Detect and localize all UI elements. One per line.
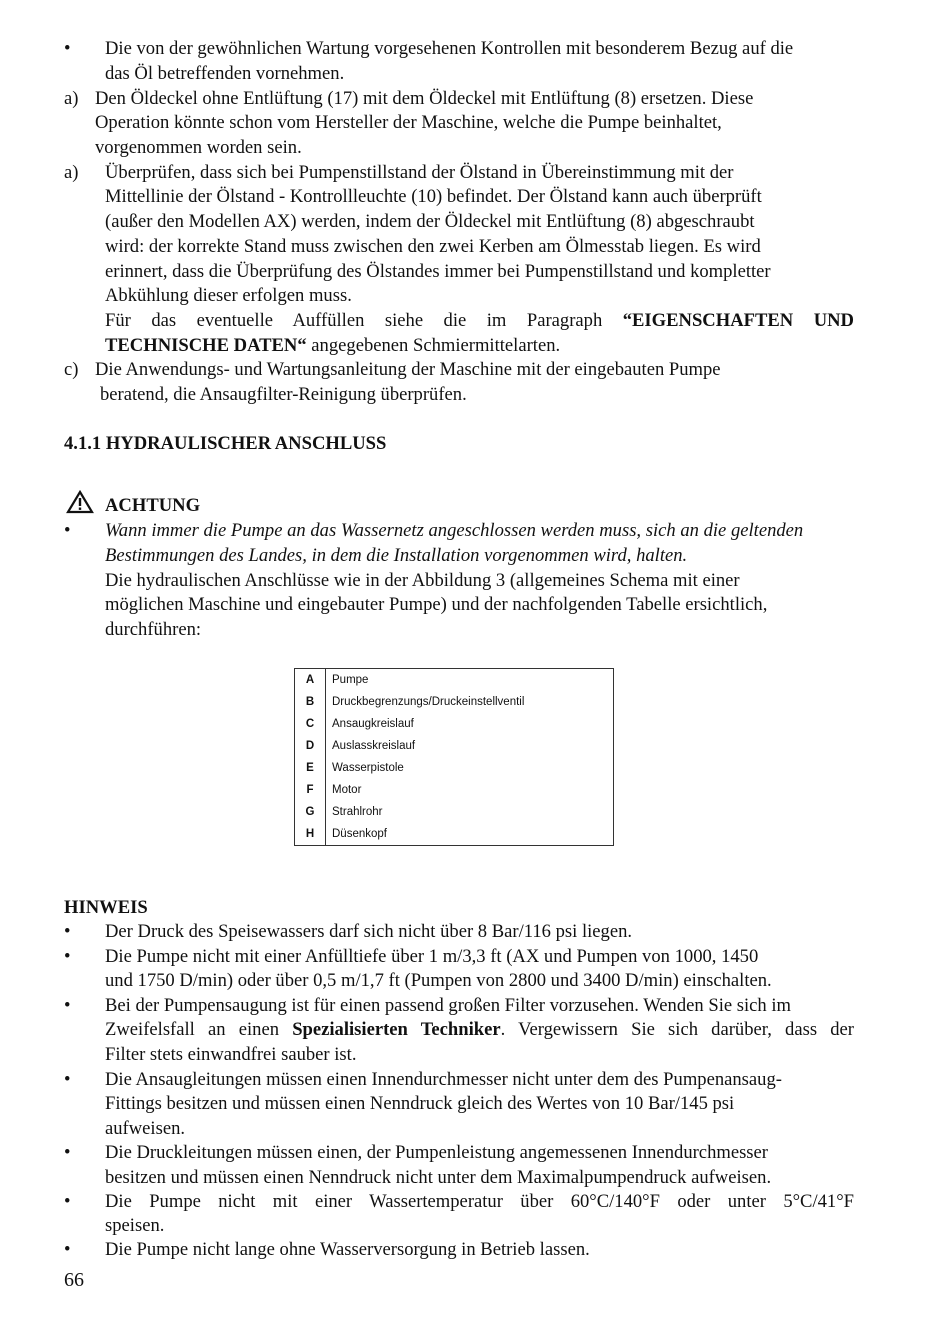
table-row bbox=[295, 669, 614, 692]
warning-title: ACHTUNG bbox=[105, 495, 201, 516]
text-line: speisen. bbox=[105, 1215, 165, 1236]
text-line: Mittellinie der Ölstand - Kontrollleuchte (10) befindet. Der Ölstand kann auch überprüft bbox=[105, 186, 762, 207]
bullet-marker: • bbox=[64, 1191, 71, 1212]
text-line: Bei der Pumpensaugung ist für einen passend großen Filter vorzusehen. Wenden Sie sich im bbox=[105, 995, 791, 1016]
legend-label: Pumpe bbox=[326, 669, 614, 692]
bullet-marker: • bbox=[64, 1239, 71, 1260]
bullet-marker: • bbox=[64, 921, 71, 942]
section-heading: 4.1.1 HYDRAULISCHER ANSCHLUSS bbox=[64, 433, 387, 454]
legend-label: Auslasskreislauf bbox=[326, 735, 614, 757]
text-line: Die Ansaugleitungen müssen einen Innendurchmesser nicht unter dem des Pumpenansaug- bbox=[105, 1069, 782, 1090]
text-segment: . Vergewissern Sie sich darüber, dass der bbox=[500, 1019, 854, 1040]
bullet-marker: • bbox=[64, 520, 71, 541]
technician-bold: Spezialisierten Techniker bbox=[292, 1019, 501, 1040]
refill-reference-bold: “EIGENSCHAFTEN UND bbox=[622, 310, 854, 331]
text-line: Die Anwendungs- und Wartungsanleitung der Maschine mit der eingebauten Pumpe bbox=[95, 359, 721, 380]
table-row bbox=[295, 735, 614, 757]
refill-line bbox=[105, 334, 560, 359]
text-line: wird: der korrekte Stand muss zwischen den zwei Kerben am Ölmesstab liegen. Es wird bbox=[105, 236, 761, 257]
warning-italic-line: Wann immer die Pumpe an das Wassernetz angeschlossen werden muss, sich an die geltenden bbox=[105, 520, 804, 541]
text-line: das Öl betreffenden vornehmen. bbox=[105, 63, 345, 84]
text-line: aufweisen. bbox=[105, 1118, 186, 1139]
text-line: und 1750 D/min) oder über 0,5 m/1,7 ft (Pumpen von 2800 und 3400 D/min) einschalten. bbox=[105, 970, 772, 991]
table-row bbox=[295, 691, 614, 713]
legend-code: D bbox=[295, 735, 326, 757]
technician-line bbox=[105, 1018, 854, 1043]
text-line: möglichen Maschine und eingebauter Pumpe) und der nachfolgenden Tabelle ersichtlich, bbox=[105, 594, 768, 615]
step-marker: c) bbox=[64, 359, 79, 380]
text-line: Fittings besitzen und müssen einen Nenndruck gleich des Wertes von 10 Bar/145 psi bbox=[105, 1093, 735, 1114]
text-segment: Zweifelsfall an einen bbox=[105, 1019, 293, 1040]
text-line: Die Druckleitungen müssen einen, der Pumpenleistung angemessenen Innendurchmesser bbox=[105, 1142, 768, 1163]
text-line: Filter stets einwandfrei sauber ist. bbox=[105, 1044, 357, 1065]
legend-label: Ansaugkreislauf bbox=[326, 713, 614, 735]
step-marker: a) bbox=[64, 162, 79, 183]
table-row bbox=[295, 801, 614, 823]
legend-label: Motor bbox=[326, 779, 614, 801]
legend-label: Strahlrohr bbox=[326, 801, 614, 823]
bullet-marker: • bbox=[64, 1069, 71, 1090]
refill-line bbox=[105, 309, 854, 334]
table-row bbox=[295, 713, 614, 735]
warning-triangle-icon bbox=[66, 490, 94, 514]
text-line: Die hydraulischen Anschlüsse wie in der Abbildung 3 (allgemeines Schema mit einer bbox=[105, 570, 740, 591]
warning-italic-line: Bestimmungen des Landes, in dem die Installation vorgenommen wird, halten. bbox=[105, 545, 688, 566]
legend-code: E bbox=[295, 757, 326, 779]
legend-code: G bbox=[295, 801, 326, 823]
legend-label: Düsenkopf bbox=[326, 823, 614, 846]
text-line: besitzen und müssen einen Nenndruck nicht unter dem Maximalpumpendruck aufweisen. bbox=[105, 1167, 772, 1188]
text-line: Die von der gewöhnlichen Wartung vorgesehenen Kontrollen mit besonderem Bezug auf die bbox=[105, 38, 794, 59]
bullet-marker: • bbox=[64, 946, 71, 967]
text-line: Operation könnte schon vom Hersteller der Maschine, welche die Pumpe beinhaltet, bbox=[95, 112, 722, 133]
legend-code: H bbox=[295, 823, 326, 846]
bullet-marker: • bbox=[64, 1142, 71, 1163]
text-line: Der Druck des Speisewassers darf sich nicht über 8 Bar/116 psi liegen. bbox=[105, 921, 633, 942]
text-line: Den Öldeckel ohne Entlüftung (17) mit dem Öldeckel mit Entlüftung (8) ersetzen. Diese bbox=[95, 88, 754, 109]
step-marker: a) bbox=[64, 88, 79, 109]
text-line: Die Pumpe nicht lange ohne Wasserversorgung in Betrieb lassen. bbox=[105, 1239, 590, 1260]
table-row bbox=[295, 779, 614, 801]
text-line: beratend, die Ansaugfilter-Reinigung überprüfen. bbox=[100, 384, 467, 405]
text-line: Die Pumpe nicht mit einer Anfülltiefe über 1 m/3,3 ft (AX und Pumpen von 1000, 1450 bbox=[105, 946, 759, 967]
hinweis-title: HINWEIS bbox=[64, 897, 148, 918]
table-row bbox=[295, 757, 614, 779]
text-line: vorgenommen worden sein. bbox=[95, 137, 302, 158]
legend-table bbox=[294, 668, 614, 846]
refill-text: Für das eventuelle Auffüllen siehe die im Paragraph bbox=[105, 310, 623, 331]
text-line: Die Pumpe nicht mit einer Wassertemperatur über 60°C/140°F oder unter 5°C/41°F bbox=[105, 1191, 854, 1212]
text-line: Überprüfen, dass sich bei Pumpenstillstand der Ölstand in Übereinstimmung mit der bbox=[105, 162, 734, 183]
legend-label: Druckbegrenzungs/Druckeinstellventil bbox=[326, 691, 614, 713]
legend-label: Wasserpistole bbox=[326, 757, 614, 779]
bullet-marker: • bbox=[64, 38, 71, 59]
legend-code: A bbox=[295, 669, 326, 692]
page-number: 66 bbox=[64, 1269, 84, 1291]
legend-code: B bbox=[295, 691, 326, 713]
table-row bbox=[295, 823, 614, 846]
text-line: Abkühlung dieser erfolgen muss. bbox=[105, 285, 352, 306]
refill-reference-bold: TECHNISCHE DATEN“ bbox=[105, 335, 307, 356]
bullet-marker: • bbox=[64, 995, 71, 1016]
text-line: erinnert, dass die Überprüfung des Ölstandes immer bei Pumpenstillstand und kompletter bbox=[105, 261, 771, 282]
refill-text: angegebenen Schmiermittelarten. bbox=[306, 335, 561, 356]
legend-code: C bbox=[295, 713, 326, 735]
legend-code: F bbox=[295, 779, 326, 801]
text-line: (außer den Modellen AX) werden, indem der Öldeckel mit Entlüftung (8) abgeschraubt bbox=[105, 211, 755, 232]
text-line: durchführen: bbox=[105, 619, 202, 640]
